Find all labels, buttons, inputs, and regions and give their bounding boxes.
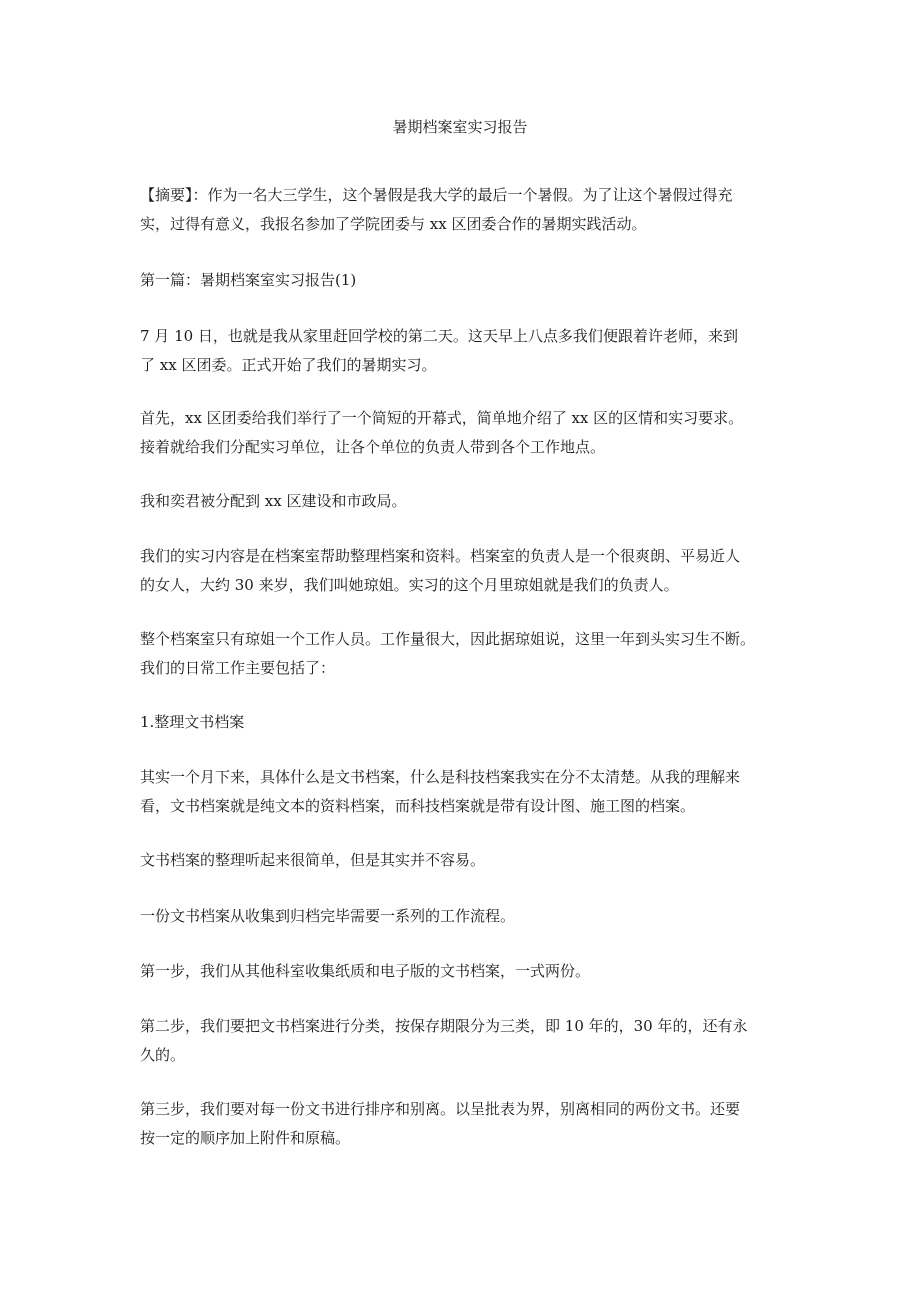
- abstract-line-1: 【摘要】：作为一名大三学生，这个暑假是我大学的最后一个暑假。为了让这个暑假过得充: [140, 186, 733, 204]
- paragraph-line: 我们的实习内容是在档案室帮助整理档案和资料。档案室的负责人是一个很爽朗、平易近人: [140, 547, 741, 565]
- paragraph-line: 看，文书档案就是纯文本的资料档案，而科技档案就是带有设计图、施工图的档案。: [140, 797, 696, 815]
- paragraph-line: 第三步，我们要对每一份文书进行排序和别离。以呈批表为界，别离相同的两份文书。还要: [140, 1100, 741, 1118]
- paragraph-line: 我们的日常工作主要包括了：: [140, 659, 336, 677]
- paragraph: [140, 322, 785, 380]
- paragraph-line: 其实一个月下来，具体什么是文书档案，什么是科技档案我实在分不太清楚。从我的理解来: [140, 768, 741, 786]
- paragraph-line: 7 月 10 日，也就是我从家里赶回学校的第二天。这天早上八点多我们便跟着许老师，来到: [140, 327, 738, 345]
- paragraph: [140, 957, 785, 986]
- section-heading-line: 第一篇：暑期档案室实习报告(1): [140, 271, 357, 289]
- paragraph-line: 接着就给我们分配实习单位，让各个单位的负责人带到各个工作地点。: [140, 438, 606, 456]
- paragraph-line: 了 xx 区团委。正式开始了我们的暑期实习。: [140, 356, 437, 374]
- list-heading: [140, 708, 785, 737]
- paragraph-line: 我和奕君被分配到 xx 区建设和市政局。: [140, 492, 407, 510]
- paragraph: [140, 902, 785, 931]
- paragraph-line: 的女人，大约 30 来岁，我们叫她琼姐。实习的这个月里琼姐就是我们的负责人。: [140, 576, 679, 594]
- paragraph: [140, 625, 785, 683]
- list-heading-line: 1.整理文书档案: [140, 713, 245, 731]
- document-title: 暑期档案室实习报告: [392, 118, 528, 136]
- paragraph-line: 按一定的顺序加上附件和原稿。: [140, 1129, 351, 1147]
- paragraph: [140, 763, 785, 821]
- abstract-line-2: 实，过得有意义，我报名参加了学院团委与 xx 区团委合作的暑期实践活动。: [140, 215, 647, 233]
- section-heading: [140, 266, 785, 295]
- paragraph: [140, 1012, 785, 1070]
- paragraph: [140, 542, 785, 600]
- paragraph: [140, 846, 785, 875]
- paragraph-line: 首先，xx 区团委给我们举行了一个简短的开幕式，简单地介绍了 xx 区的区情和实习要求。: [140, 409, 744, 427]
- paragraph-line: 第二步，我们要把文书档案进行分类，按保存期限分为三类，即 10 年的，30 年的，还有永: [140, 1017, 748, 1035]
- paragraph-line: 第一步，我们从其他科室收集纸质和电子版的文书档案，一式两份。: [140, 962, 591, 980]
- paragraph-line: 整个档案室只有琼姐一个工作人员。工作量很大，因此据琼姐说，这里一年到头实习生不断。: [140, 630, 756, 648]
- abstract-paragraph: [140, 181, 785, 239]
- paragraph-line: 久的。: [140, 1046, 186, 1064]
- paragraph-line: 一份文书档案从收集到归档完毕需要一系列的工作流程。: [140, 907, 516, 925]
- paragraph-line: 文书档案的整理听起来很简单，但是其实并不容易。: [140, 851, 486, 869]
- paragraph: [140, 487, 785, 516]
- paragraph: [140, 404, 785, 462]
- paragraph: [140, 1095, 785, 1153]
